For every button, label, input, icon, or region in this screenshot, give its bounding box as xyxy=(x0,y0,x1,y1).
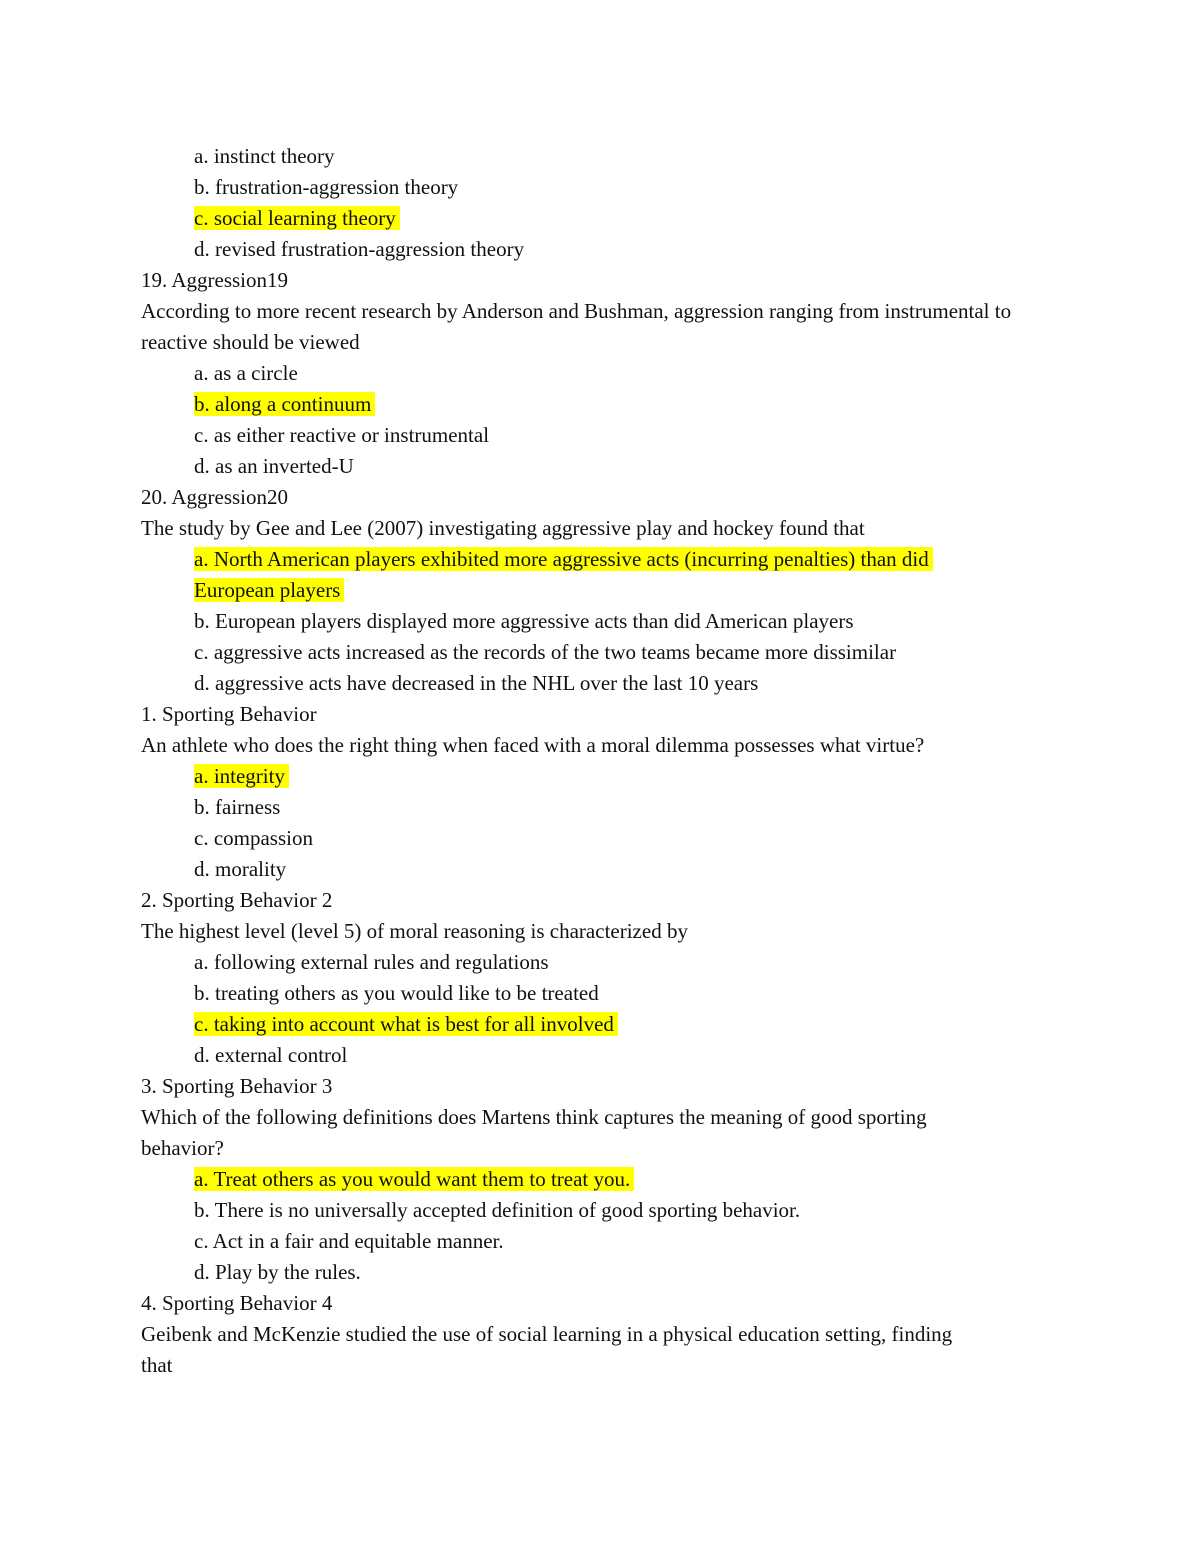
sb3-question-line1: Which of the following definitions does Martens think captures the meaning of good sporting xyxy=(141,1105,927,1129)
sb4-question-line2: that xyxy=(141,1353,173,1377)
answer-highlight: a. North American players exhibited more aggressive acts (incurring penalties) than did xyxy=(194,547,933,571)
q20-heading: 20. Aggression20 xyxy=(141,485,288,509)
sb2-option-d: d. external control xyxy=(194,1043,348,1067)
sb1-heading: 1. Sporting Behavior xyxy=(141,702,317,726)
answer-highlight: b. along a continuum xyxy=(194,392,375,416)
sb3-option-d: d. Play by the rules. xyxy=(194,1260,361,1284)
sb3-option-a-correct xyxy=(141,1164,1061,1195)
q19-heading: 19. Aggression19 xyxy=(141,268,288,292)
q19-option-d: d. as an inverted-U xyxy=(194,454,354,478)
sb3-question-line2: behavior? xyxy=(141,1136,224,1160)
q20-option-a-correct-line1 xyxy=(141,544,1061,575)
sb2-option-c-correct xyxy=(141,1009,1061,1040)
q19-option-b-correct xyxy=(141,389,1061,420)
sb3-option-c: c. Act in a fair and equitable manner. xyxy=(194,1229,504,1253)
sb1-option-d: d. morality xyxy=(194,857,287,881)
q20-option-a-correct-line2 xyxy=(141,575,1061,606)
sb1-question: An athlete who does the right thing when faced with a moral dilemma possesses what virtue? xyxy=(141,733,925,757)
sb2-question: The highest level (level 5) of moral reasoning is characterized by xyxy=(141,919,688,943)
sb3-option-b: b. There is no universally accepted definition of good sporting behavior. xyxy=(194,1198,801,1222)
q18-option-c-correct xyxy=(141,203,1061,234)
q20-question: The study by Gee and Lee (2007) investigating aggressive play and hockey found that xyxy=(141,516,865,540)
answer-highlight: European players xyxy=(194,578,344,602)
document-body xyxy=(141,141,1061,1381)
sb1-option-a-correct xyxy=(141,761,1061,792)
q19-question: According to more recent research by Anderson and Bushman, aggression ranging from instrumental to reactive should be viewed xyxy=(141,299,1017,354)
answer-highlight: a. Treat others as you would want them to treat you. xyxy=(194,1167,634,1191)
sb3-heading: 3. Sporting Behavior 3 xyxy=(141,1074,333,1098)
sb4-heading: 4. Sporting Behavior 4 xyxy=(141,1291,333,1315)
q19-option-c: c. as either reactive or instrumental xyxy=(194,423,490,447)
sb1-option-c: c. compassion xyxy=(194,826,313,850)
q20-option-d: d. aggressive acts have decreased in the NHL over the last 10 years xyxy=(194,671,759,695)
q20-option-c: c. aggressive acts increased as the records of the two teams became more dissimilar xyxy=(194,640,897,664)
q19-option-a: a. as a circle xyxy=(194,361,298,385)
q18-option-a: a. instinct theory xyxy=(194,144,335,168)
answer-highlight: a. integrity xyxy=(194,764,289,788)
sb2-option-b: b. treating others as you would like to be treated xyxy=(194,981,599,1005)
sb1-option-b: b. fairness xyxy=(194,795,281,819)
sb2-heading: 2. Sporting Behavior 2 xyxy=(141,888,333,912)
sb4-question-line1: Geibenk and McKenzie studied the use of social learning in a physical education setting, finding xyxy=(141,1322,953,1346)
q18-option-d: d. revised frustration-aggression theory xyxy=(194,237,525,261)
q20-option-b: b. European players displayed more aggressive acts than did American players xyxy=(194,609,854,633)
sb2-option-a: a. following external rules and regulations xyxy=(194,950,549,974)
q18-option-b: b. frustration-aggression theory xyxy=(194,175,459,199)
answer-highlight: c. social learning theory xyxy=(194,206,400,230)
answer-highlight: c. taking into account what is best for all involved xyxy=(194,1012,618,1036)
